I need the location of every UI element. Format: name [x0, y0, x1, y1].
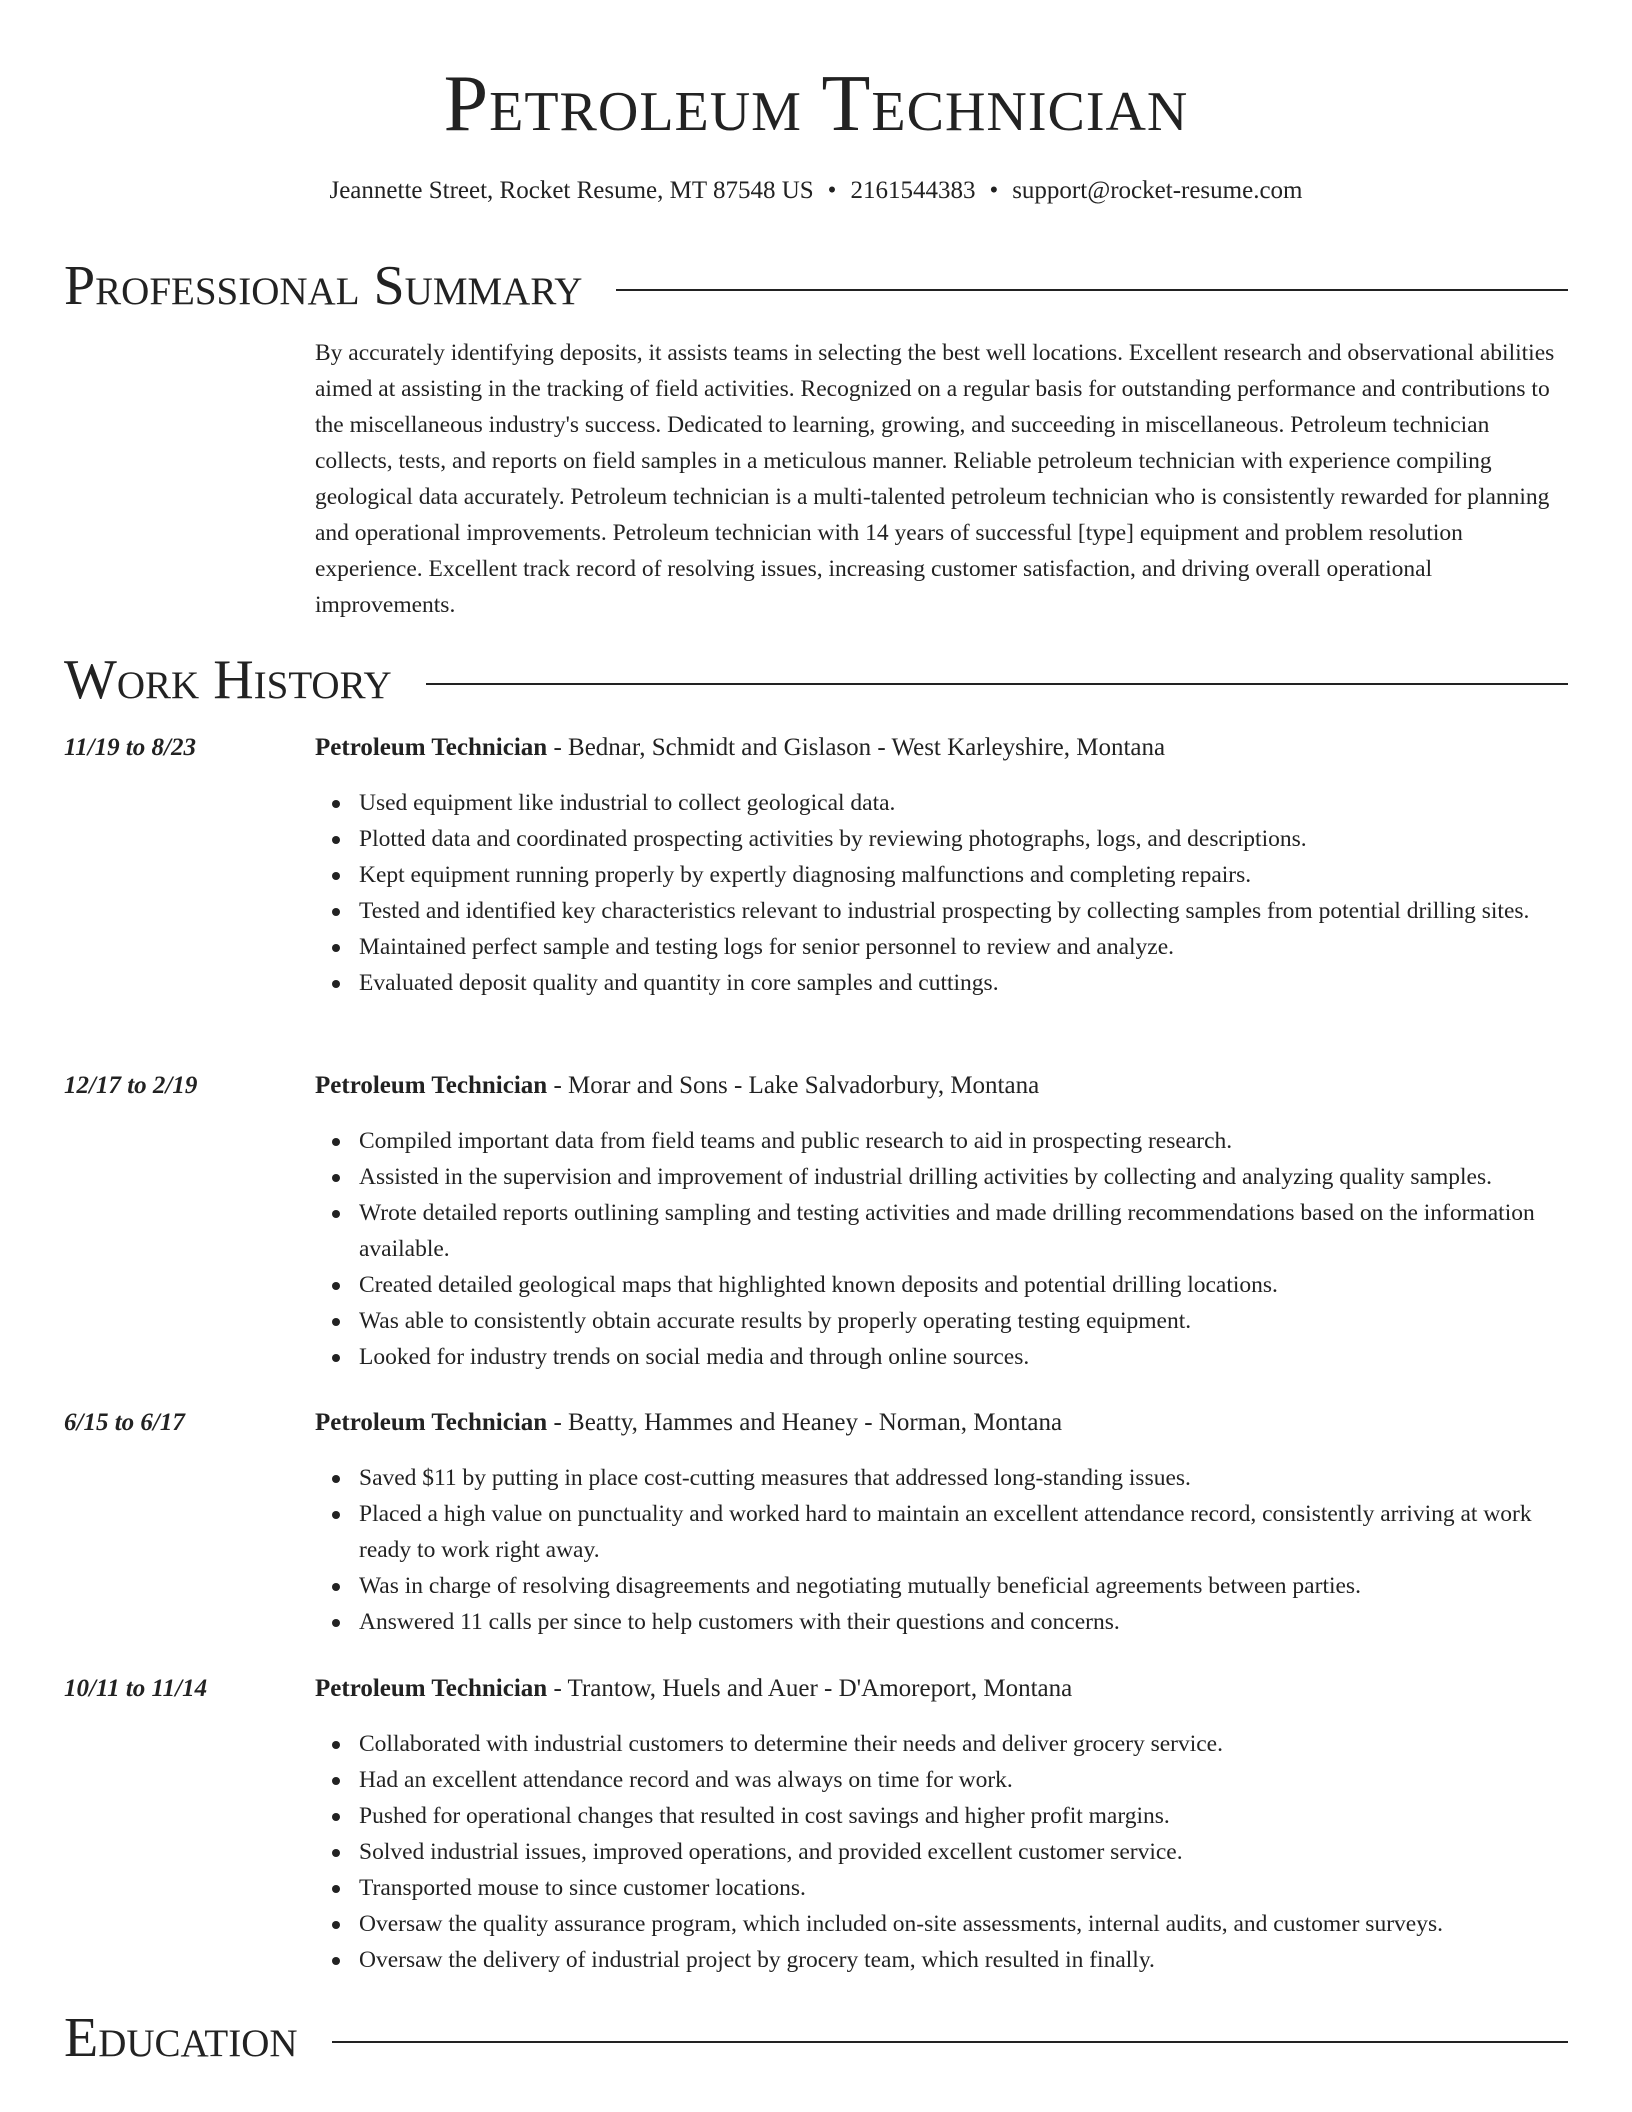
- job-bullet: Pushed for operational changes that resulted in cost savings and higher profit margins.: [359, 1798, 1568, 1834]
- job-bullet: Transported mouse to since customer locations.: [359, 1870, 1568, 1906]
- job-bullets: [359, 1460, 1568, 1640]
- job-bullet: Kept equipment running properly by expertly diagnosing malfunctions and completing repairs.: [359, 857, 1568, 893]
- job-headline: [315, 1069, 1568, 1103]
- contact-separator: •: [827, 177, 837, 204]
- job-bullet: Maintained perfect sample and testing logs for senior personnel to review and analyze.: [359, 929, 1568, 965]
- job-bullet: Had an excellent attendance record and was always on time for work.: [359, 1762, 1568, 1798]
- job-title: Petroleum Technician: [315, 1072, 548, 1099]
- job-bullet: Created detailed geological maps that highlighted known deposits and potential drilling locations.: [359, 1267, 1568, 1303]
- job-dates: 10/11 to 11/14: [64, 1675, 208, 1702]
- job-dates: 11/19 to 8/23: [64, 734, 196, 761]
- section-title: Professional Summary: [64, 255, 583, 317]
- job-bullet: Looked for industry trends on social media and through online sources.: [359, 1339, 1568, 1375]
- job-bullet: Used equipment like industrial to collect geological data.: [359, 785, 1568, 821]
- section-divider: [426, 683, 1568, 685]
- job-bullets: [359, 1123, 1568, 1375]
- section-divider: [332, 2041, 1568, 2043]
- job-bullet: Compiled important data from field teams and public research to aid in prospecting research.: [359, 1123, 1568, 1159]
- job-bullet: Answered 11 calls per since to help customers with their questions and concerns.: [359, 1604, 1568, 1640]
- job-bullet: Wrote detailed reports outlining sampling and testing activities and made drilling recommendations based on the information available.: [359, 1195, 1568, 1267]
- contact-line: [64, 174, 1568, 208]
- contact-email: support@rocket-resume.com: [1012, 177, 1303, 204]
- job-bullet: Placed a high value on punctuality and worked hard to maintain an excellent attendance record, consistently arriving at work ready to work right away.: [359, 1496, 1568, 1568]
- job-bullet: Oversaw the delivery of industrial project by grocery team, which resulted in finally.: [359, 1942, 1568, 1978]
- job-employer: - Beatty, Hammes and Heaney - Norman, Montana: [547, 1409, 1063, 1436]
- job-bullets: [359, 785, 1568, 1001]
- job-bullet: Was able to consistently obtain accurate results by properly operating testing equipment.: [359, 1303, 1568, 1339]
- contact-address: Jeannette Street, Rocket Resume, MT 87548 US: [329, 177, 814, 204]
- job-dates: 12/17 to 2/19: [64, 1072, 198, 1099]
- contact-separator: •: [989, 177, 999, 204]
- job-employer: - Bednar, Schmidt and Gislason - West Karleyshire, Montana: [547, 734, 1166, 761]
- job-bullet: Tested and identified key characteristics relevant to industrial prospecting by collecting samples from potential drilling sites.: [359, 893, 1568, 929]
- job-title: Petroleum Technician: [315, 1675, 548, 1702]
- job-bullets: [359, 1726, 1568, 1978]
- section-title: Work History: [64, 649, 392, 711]
- job-bullet: Collaborated with industrial customers to determine their needs and deliver grocery service.: [359, 1726, 1568, 1762]
- job-bullet: Plotted data and coordinated prospecting activities by reviewing photographs, logs, and descriptions.: [359, 821, 1568, 857]
- job-employer: - Trantow, Huels and Auer - D'Amoreport, Montana: [547, 1675, 1073, 1702]
- candidate-name: Petroleum Technician: [443, 60, 1189, 148]
- job-headline: [315, 1406, 1568, 1440]
- section-heading-education: [64, 2006, 1568, 2070]
- job-headline: [315, 731, 1568, 765]
- job-bullet: Assisted in the supervision and improvement of industrial drilling activities by collecting and analyzing quality samples.: [359, 1159, 1568, 1195]
- section-heading-work: [64, 648, 1568, 712]
- section-divider: [616, 289, 1568, 291]
- job-headline: [315, 1672, 1568, 1706]
- job-dates: 6/15 to 6/17: [64, 1409, 185, 1436]
- professional-summary: By accurately identifying deposits, it assists teams in selecting the best well locations. Excellent research and observational abilities aimed at assisting in the tracking of field activities. Recognized on a regular basis for outstanding performance and contributions to the miscellaneous industry's success. Dedicated to learning, growing, and succeeding in miscellaneous. Petroleum technician collects, tests, and reports on field samples in a meticulous manner. Reliable petroleum technician with experience compiling geological data accurately. Petroleum technician is a multi-talented petroleum technician who is consistently rewarded for planning and operational improvements. Petroleum technician with 14 years of successful [type] equipment and problem resolution experience. Excellent track record of resolving issues, increasing customer satisfaction, and driving overall operational improvements.: [315, 340, 1555, 618]
- job-bullet: Saved $11 by putting in place cost-cutting measures that addressed long-standing issues.: [359, 1460, 1568, 1496]
- job-bullet: Oversaw the quality assurance program, which included on-site assessments, internal audits, and customer surveys.: [359, 1906, 1568, 1942]
- job-title: Petroleum Technician: [315, 1409, 548, 1436]
- job-employer: - Morar and Sons - Lake Salvadorbury, Montana: [547, 1072, 1040, 1099]
- job-title: Petroleum Technician: [315, 734, 548, 761]
- job-bullet: Evaluated deposit quality and quantity in core samples and cuttings.: [359, 965, 1568, 1001]
- section-title: Education: [64, 2007, 298, 2069]
- contact-phone: 2161544383: [850, 177, 976, 204]
- job-bullet: Solved industrial issues, improved operations, and provided excellent customer service.: [359, 1834, 1568, 1870]
- job-bullet: Was in charge of resolving disagreements and negotiating mutually beneficial agreements between parties.: [359, 1568, 1568, 1604]
- section-heading-summary: [64, 254, 1568, 318]
